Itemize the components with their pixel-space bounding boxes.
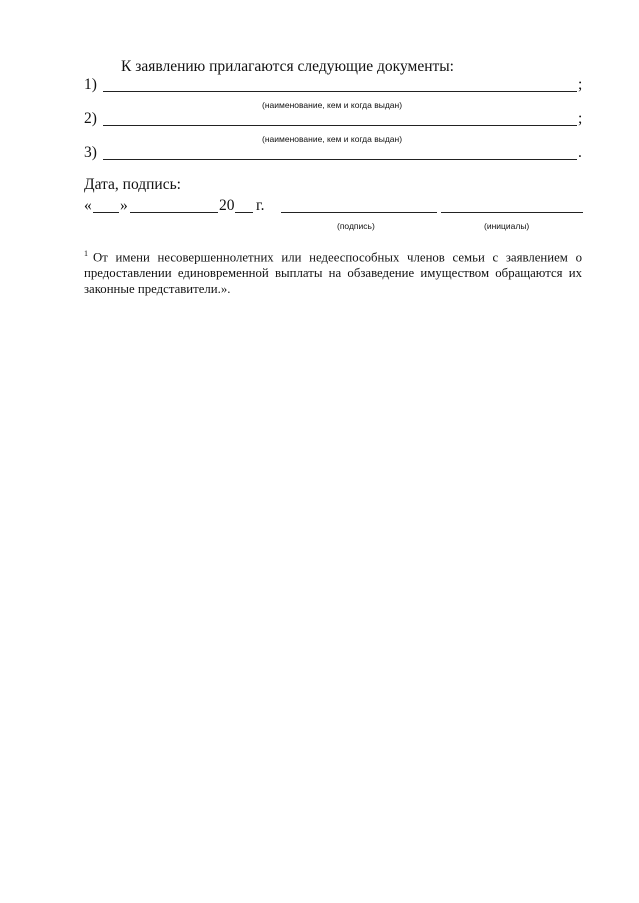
date-signature-label: Дата, подпись: (84, 176, 181, 193)
open-quote: « (84, 197, 92, 214)
year-suffix: г. (256, 197, 265, 214)
initials-caption: (инициалы) (484, 221, 530, 231)
document-3-line (103, 159, 577, 160)
document-2-line (103, 125, 577, 126)
document-1-number: 1) (84, 76, 97, 93)
close-quote: » (120, 197, 128, 214)
signature-line (281, 212, 437, 213)
year-prefix: 20 (219, 197, 235, 214)
year-line (235, 212, 253, 213)
document-2-number: 2) (84, 110, 97, 127)
day-line (93, 212, 119, 213)
footnote-text: От имени несовершеннолетних или недееспособных членов семьи с заявлением о предоставлении единовременной выплаты на обзаведение имуществом обращаются их законные представители.». (84, 250, 582, 297)
attachments-intro: К заявлению прилагаются следующие документы: (121, 58, 454, 75)
document-3-number: 3) (84, 144, 97, 161)
document-1-end-mark: ; (578, 76, 583, 93)
document-2-end-mark: ; (578, 110, 583, 127)
document-1-line (103, 91, 577, 92)
document-2-caption: (наименование, кем и когда выдан) (262, 134, 403, 144)
footnote (84, 246, 582, 297)
signature-caption: (подпись) (337, 221, 375, 231)
document-3-end-mark: . (578, 144, 582, 161)
month-line (130, 212, 218, 213)
document-1-caption: (наименование, кем и когда выдан) (262, 100, 403, 110)
initials-line (441, 212, 583, 213)
footnote-marker: 1 (84, 249, 88, 258)
